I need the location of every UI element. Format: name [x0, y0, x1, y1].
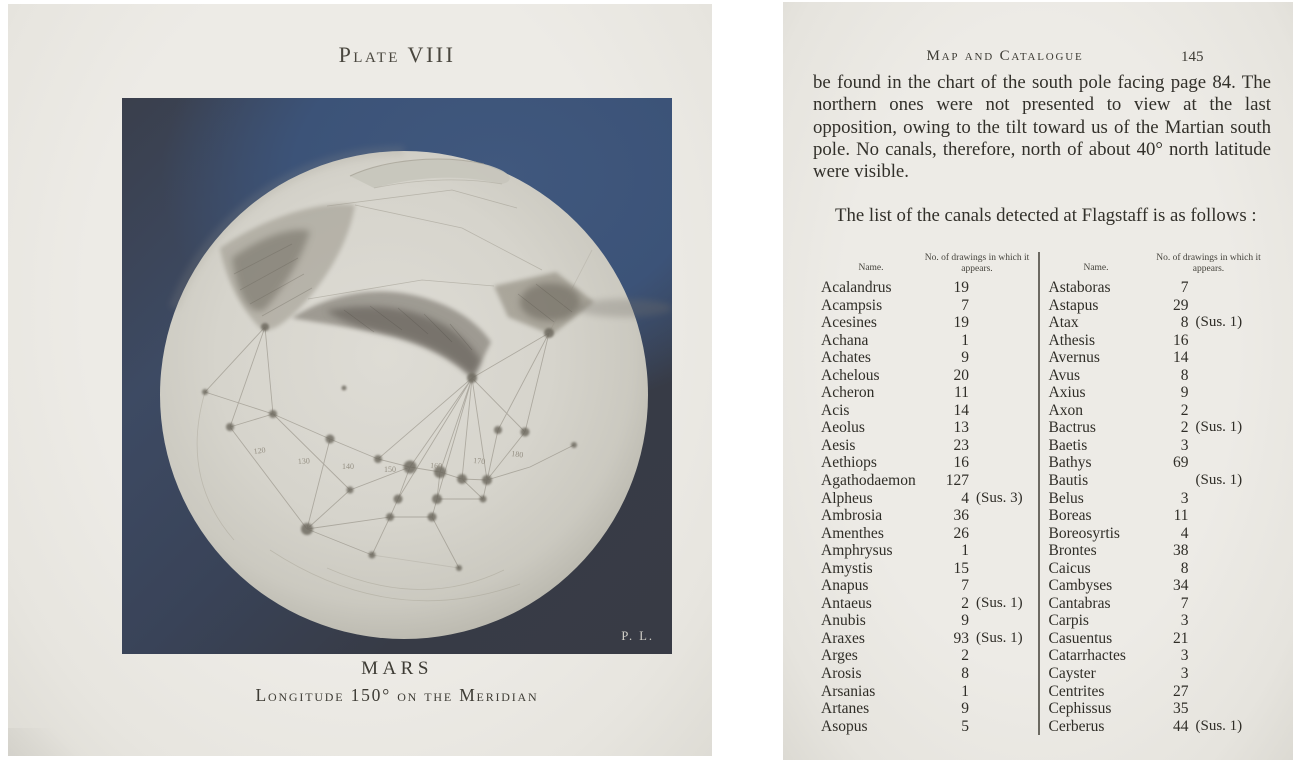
- canal-name-cell: Brontes: [1048, 542, 1097, 560]
- canal-note-cell: (Sus. 1): [1195, 419, 1243, 436]
- table-header-name: Name.: [1083, 262, 1109, 273]
- caption-subtitle: Longitude 150° on the Meridian: [255, 685, 539, 705]
- canal-name-cell: Cambyses: [1048, 577, 1113, 595]
- canal-count-cell: 1: [961, 682, 969, 700]
- canal-count-cell: 127: [945, 472, 969, 490]
- canal-note-cell: [1189, 507, 1274, 525]
- canal-name-cell: Aeolus: [821, 419, 865, 437]
- canal-count-cell: 11: [1173, 507, 1189, 525]
- caption-title: MARS: [361, 658, 433, 679]
- canal-note-cell: [969, 384, 1033, 402]
- canal-count-cell: 26: [953, 524, 969, 542]
- canal-count-cell: 27: [1173, 682, 1189, 700]
- canal-count-cell: 35: [1173, 700, 1189, 718]
- canal-note-cell: [1189, 279, 1274, 297]
- canal-note-cell: [1189, 454, 1274, 472]
- longitude-label: 180: [510, 449, 524, 460]
- page-corner-shadow: [8, 728, 104, 756]
- canal-note-cell: [969, 718, 1033, 736]
- canal-name-cell: Cayster: [1048, 665, 1096, 683]
- canal-count-cell: 34: [1173, 577, 1189, 595]
- canal-count-cell: 15: [953, 559, 969, 577]
- canal-count-cell: 38: [1173, 542, 1189, 560]
- canal-count-cell: 8: [961, 665, 969, 683]
- canal-name-cell: Axius: [1048, 384, 1086, 402]
- canal-note-cell: [969, 665, 1033, 683]
- canal-note-cell: [969, 683, 1033, 701]
- canal-name-cell: Baetis: [1048, 436, 1088, 454]
- canal-name-cell: Amystis: [821, 559, 873, 577]
- canal-note-cell: (Sus. 1): [1195, 314, 1243, 331]
- canal-name-cell: Avus: [1048, 366, 1081, 384]
- canal-note-cell: [1189, 367, 1274, 385]
- canal-note-cell: [1189, 577, 1274, 595]
- canal-count-cell: 7: [961, 577, 969, 595]
- table-header-count: No. of drawings in which it appears.: [1156, 253, 1261, 274]
- canal-name-cell: Arges: [821, 647, 858, 665]
- canal-note-cell: [1189, 525, 1274, 543]
- canal-note-cell: [969, 437, 1033, 455]
- canal-name-cell: Acis: [821, 401, 850, 419]
- plate-title: Plate VIII: [338, 42, 456, 67]
- plate-caption: [122, 658, 672, 706]
- canal-note-cell: [969, 647, 1033, 665]
- longitude-label: 140: [342, 462, 354, 471]
- canal-name-cell: Carpis: [1048, 612, 1089, 630]
- canal-note-cell: [969, 472, 1033, 490]
- canal-note-cell: [969, 419, 1033, 437]
- canal-count-cell: 2: [1180, 401, 1189, 419]
- canal-count-cell: 16: [953, 454, 969, 472]
- canal-name-cell: Catarrhactes: [1048, 647, 1126, 665]
- canal-note-cell: [1189, 665, 1274, 683]
- mars-plate: [122, 98, 672, 654]
- canal-note-cell: [1189, 384, 1274, 402]
- canal-count-cell: 7: [1180, 594, 1189, 612]
- canal-count-cell: 8: [1180, 559, 1189, 577]
- canal-count-cell: 3: [1180, 436, 1189, 454]
- canal-count-cell: 3: [1180, 665, 1189, 683]
- canal-name-cell: Casuentus: [1048, 629, 1113, 647]
- canal-note-cell: [969, 560, 1033, 578]
- canal-count-cell: 8: [1180, 314, 1189, 332]
- body-paragraph: The list of the canals detected at Flagstaff is as follows :: [835, 205, 1257, 226]
- canal-count-cell: 3: [1180, 612, 1189, 630]
- canal-note-cell: [969, 612, 1033, 630]
- canal-count-cell: 1: [961, 331, 969, 349]
- canal-count-cell: 1: [961, 542, 969, 560]
- canal-name-cell: Amenthes: [821, 524, 884, 542]
- canal-name-cell: Belus: [1048, 489, 1084, 507]
- canal-count-cell: 3: [1180, 489, 1189, 507]
- canal-name-cell: Axon: [1048, 401, 1083, 419]
- canal-name-cell: Acampsis: [821, 296, 883, 314]
- running-header-title: Map and Catalogue: [926, 48, 1084, 64]
- canal-name-cell: Alpheus: [821, 489, 873, 507]
- canal-name-cell: Acalandrus: [821, 279, 892, 296]
- page-number: 145: [1181, 49, 1204, 65]
- canal-count-cell: 19: [953, 279, 969, 296]
- canal-name-cell: Artanes: [821, 700, 870, 718]
- canal-name-cell: Aethiops: [821, 454, 877, 472]
- canal-name-cell: Acheron: [821, 384, 875, 402]
- canal-name-cell: Arosis: [821, 665, 862, 683]
- canal-count-cell: 44: [1173, 717, 1189, 735]
- canal-note-cell: [969, 525, 1033, 543]
- left-page: [8, 4, 712, 756]
- canal-count-cell: 2: [1180, 419, 1189, 437]
- canal-count-cell: 9: [961, 349, 969, 367]
- canal-name-cell: Anubis: [821, 612, 866, 630]
- longitude-label: 160: [429, 461, 443, 471]
- canal-name-cell: Atax: [1048, 314, 1079, 332]
- canal-note-cell: [1189, 647, 1274, 665]
- table-group-right: [1049, 252, 1274, 735]
- canal-note-cell: [1189, 630, 1274, 648]
- canal-count-cell: 8: [1180, 366, 1189, 384]
- canal-name-cell: Cerberus: [1048, 717, 1105, 735]
- canal-name-cell: Acesines: [821, 314, 877, 332]
- canal-note-cell: [1189, 297, 1274, 315]
- canal-note-cell: (Sus. 1): [1195, 472, 1243, 489]
- canal-count-cell: 9: [961, 700, 969, 718]
- canal-note-cell: [969, 314, 1033, 332]
- canal-count-cell: 7: [961, 296, 969, 314]
- canal-note-cell: [1189, 349, 1274, 367]
- canal-note-cell: [969, 454, 1033, 472]
- canal-count-cell: 29: [1173, 296, 1189, 314]
- canal-count-cell: 4: [1180, 524, 1189, 542]
- canal-name-cell: Amphrysus: [821, 542, 893, 560]
- canal-name-cell: Astapus: [1048, 296, 1099, 314]
- canal-count-cell: 93: [953, 629, 969, 647]
- canal-name-cell: Bactrus: [1048, 419, 1096, 437]
- longitude-label: 130: [297, 456, 311, 466]
- canal-count-cell: 23: [953, 436, 969, 454]
- canal-note-cell: [969, 367, 1033, 385]
- body-paragraph: be found in the chart of the south pole facing page 84. The northern ones were not presented to view at the last opposition, owing to the tilt toward us of the Martian south pole. No canals, therefore, north of about 40° north latitude were visible.: [813, 72, 1271, 183]
- canal-count-cell: 19: [953, 314, 969, 332]
- canal-count-cell: 36: [953, 507, 969, 525]
- canal-note-cell: [969, 402, 1033, 420]
- canal-note-cell: [969, 279, 1033, 297]
- canal-note-cell: [969, 577, 1033, 595]
- table-header-name: Name.: [858, 262, 884, 273]
- canal-name-cell: Athesis: [1048, 331, 1095, 349]
- canal-note-cell: [1189, 437, 1274, 455]
- canal-note-cell: [1189, 612, 1274, 630]
- canal-note-cell: (Sus. 1): [976, 594, 1023, 611]
- canal-note-cell: [1189, 683, 1274, 701]
- longitude-label: 120: [253, 445, 267, 456]
- canal-count-cell: 14: [1173, 349, 1189, 367]
- canal-name-cell: Achates: [821, 349, 871, 367]
- canal-name-cell: Ambrosia: [821, 507, 883, 525]
- canal-count-cell: 4: [961, 489, 969, 507]
- canal-count-cell: 9: [961, 612, 969, 630]
- canal-name-cell: Boreosyrtis: [1048, 524, 1120, 542]
- canal-name-cell: Astaboras: [1048, 279, 1111, 296]
- canal-name-cell: Avernus: [1048, 349, 1100, 367]
- longitude-label: 170: [472, 456, 486, 467]
- canal-count-cell: 9: [1180, 384, 1189, 402]
- artist-signature: P. L.: [621, 629, 654, 643]
- mars-drawing: [122, 98, 672, 654]
- canal-note-cell: [1189, 332, 1274, 350]
- canal-name-cell: Cantabras: [1048, 594, 1111, 612]
- canal-note-cell: (Sus. 1): [976, 629, 1023, 646]
- longitude-label: 150: [384, 465, 396, 474]
- canal-count-cell: 16: [1173, 331, 1189, 349]
- canal-count-cell: 21: [1173, 629, 1189, 647]
- canal-note-cell: [1189, 490, 1274, 508]
- canal-catalog-table: [821, 252, 1274, 735]
- table-group-left: [821, 252, 1033, 735]
- canal-note-cell: [1189, 542, 1274, 560]
- canal-note-cell: [969, 700, 1033, 718]
- canal-count-cell: 11: [954, 384, 969, 402]
- canal-name-cell: Anapus: [821, 577, 869, 595]
- canal-name-cell: Bathys: [1048, 454, 1092, 472]
- canal-count-cell: 3: [1180, 647, 1189, 665]
- canal-name-cell: Aesis: [821, 436, 856, 454]
- canal-count-cell: 2: [961, 647, 969, 665]
- right-page: [783, 2, 1293, 760]
- canal-note-cell: [969, 507, 1033, 525]
- canal-note-cell: (Sus. 3): [976, 489, 1023, 506]
- canal-name-cell: Araxes: [821, 629, 865, 647]
- table-header-count: No. of drawings in which it appears.: [924, 253, 1030, 274]
- canal-note-cell: [1189, 402, 1274, 420]
- canal-name-cell: Cephissus: [1048, 700, 1112, 718]
- canal-note-cell: [969, 297, 1033, 315]
- canal-note-cell: [1189, 560, 1274, 578]
- canal-note-cell: [969, 349, 1033, 367]
- canal-name-cell: Bautis: [1048, 472, 1089, 490]
- canal-count-cell: 69: [1173, 454, 1189, 472]
- canal-count-cell: 20: [953, 366, 969, 384]
- canal-name-cell: Achana: [821, 331, 869, 349]
- canal-note-cell: [969, 542, 1033, 560]
- canal-name-cell: Antaeus: [821, 594, 872, 612]
- table-divider: [1038, 252, 1040, 735]
- canal-name-cell: Achelous: [821, 366, 880, 384]
- canal-count-cell: 5: [961, 717, 969, 735]
- canal-count-cell: [1144, 472, 1189, 490]
- canal-count-cell: 2: [961, 594, 969, 612]
- canal-note-cell: [969, 332, 1033, 350]
- canal-count-cell: 14: [953, 401, 969, 419]
- canal-name-cell: Centrites: [1048, 682, 1105, 700]
- canal-note-cell: (Sus. 1): [1195, 717, 1243, 734]
- canal-name-cell: Arsanias: [821, 682, 876, 700]
- canal-count-cell: 13: [953, 419, 969, 437]
- canal-note-cell: [1189, 595, 1274, 613]
- canal-name-cell: Agathodaemon: [821, 472, 916, 490]
- canal-note-cell: [1189, 700, 1274, 718]
- canal-count-cell: 7: [1180, 279, 1189, 296]
- canal-name-cell: Caicus: [1048, 559, 1091, 577]
- canal-name-cell: Boreas: [1048, 507, 1092, 525]
- canal-name-cell: Asopus: [821, 717, 868, 735]
- running-head: [783, 48, 1293, 70]
